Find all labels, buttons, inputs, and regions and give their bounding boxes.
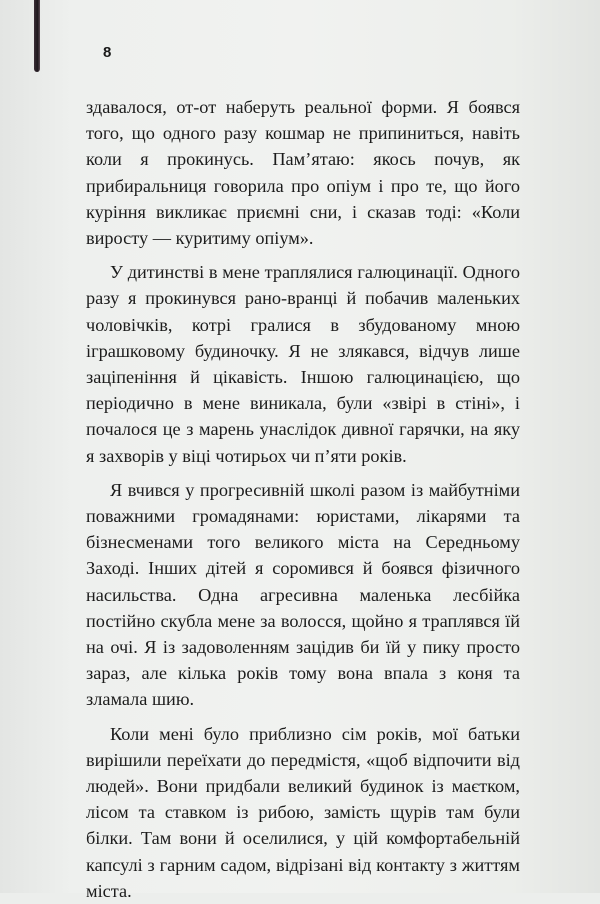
paragraph-3: Я вчився у прогресивній школі разом із майбутніми поважними громадянами: юристами, лікарями та бізнесменами того великого міста на Середньому Заході. Інших дітей я соромився й боявся фізичного насильства. Одна агресивна маленька лесбійка постійно скубла мене за волосся, щойно я траплявся їй на очі. Я із задоволенням зацідив би їй у пику просто зараз, але кілька років тому вона впала з коня та зламала шию. [86, 479, 520, 710]
paragraph-2: У дитинстві в мене траплялися галюцинації. Одного разу я прокинувся рано-вранці й побачив маленьких чоловічків, котрі гралися в збудованому мною іграшковому будиночку. Я не злякався, відчув лише заціпеніння й цікавість. Іншою галюцинацією, що періодично в мене виникала, були «звірі в стіні», і почалося це з марень унаслідок дивної гарячки, на яку я захворів у віці чотирьох чи п’яти років. [86, 262, 520, 466]
body-text [86, 94, 520, 904]
page-number: 8 [103, 44, 112, 61]
paragraph-4: Коли мені було приблизно сім років, мої батьки вирішили переїхати до передмістя, «щоб відпочити від людей». Вони придбали великий будинок із маєтком, лісом та ставком із рибою, замість щурів там були білки. Там вони й оселилися, у цій комфортабельній капсулі з гарним садом, відрізані від контакту з життям міста. [86, 723, 520, 901]
paragraph-1: здавалося, от-от наберуть реальної форми. Я боявся того, що одного разу кошмар не припиниться, навіть коли я прокинусь. Пам’ятаю: якось почув, як прибиральниця говорила про опіум і про те, що його куріння викликає приємні сни, і сказав тоді: «Коли виросту — куритиму опіум». [86, 97, 520, 249]
book-binding-edge [34, 0, 40, 72]
